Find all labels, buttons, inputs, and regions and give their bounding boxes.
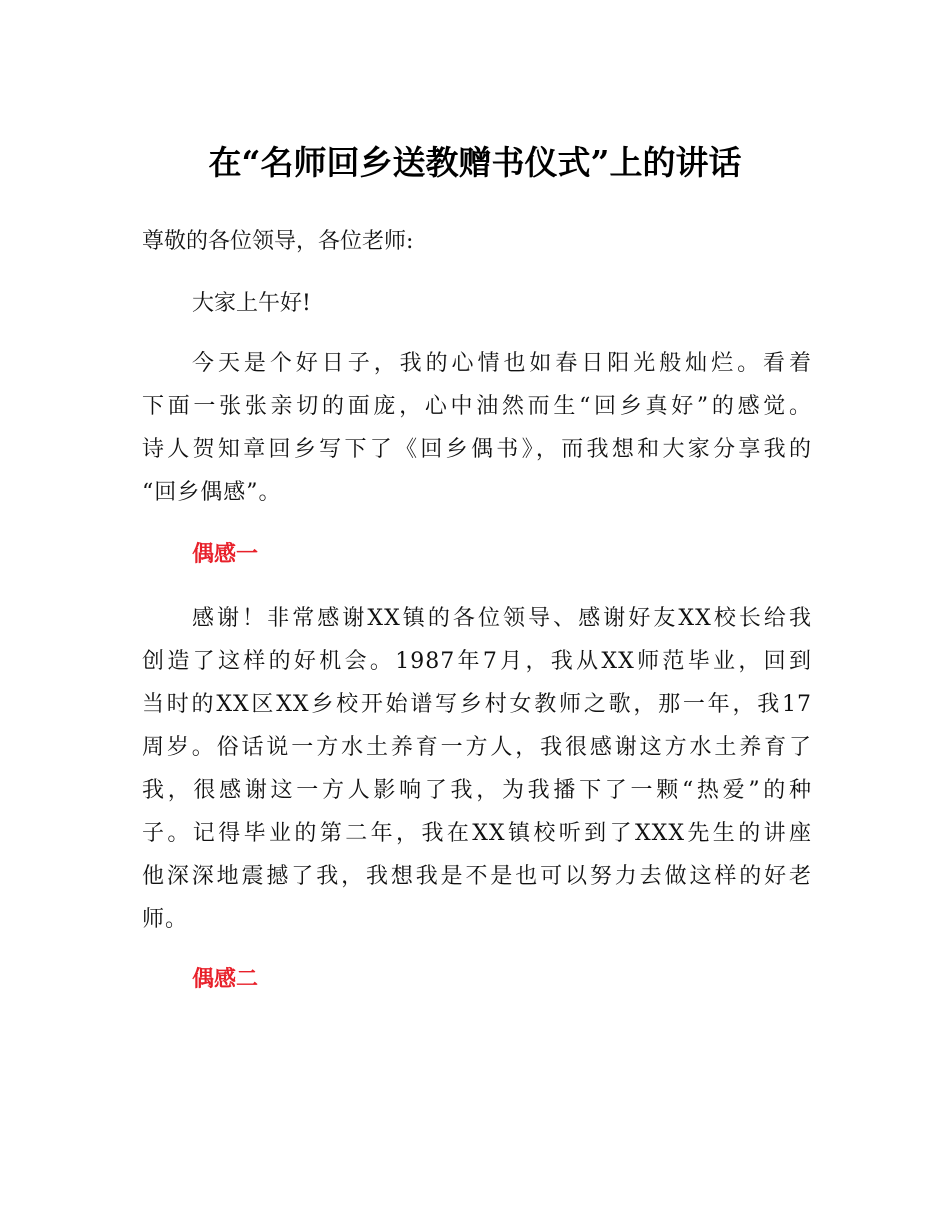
paragraph-line: 下面一张张亲切的面庞，心中油然而生“回乡真好”的感觉。 [142,394,812,419]
greeting: 大家上午好! [192,291,311,316]
paragraph-line: “回乡偶感”。 [142,480,282,505]
paragraph-section-1 [142,597,812,941]
section-heading-1: 偶感一 [192,542,259,567]
paragraph-line: 他深深地震撼了我，我想我是不是也可以努力去做这样的好老 [142,864,812,889]
section-heading-2: 偶感二 [192,967,259,992]
paragraph-line: 今天是个好日子，我的心情也如春日阳光般灿烂。看着 [192,351,812,376]
paragraph-line: 创造了这样的好机会。1987年7月，我从XX师范毕业，回到 [142,649,812,674]
paragraph-line: 感谢！非常感谢XX镇的各位领导、感谢好友XX校长给我 [192,606,812,631]
paragraph-line: 诗人贺知章回乡写下了《回乡偶书》，而我想和大家分享我的 [142,437,812,462]
paragraph-line: 师。 [142,907,189,932]
paragraph-line: 周岁。俗话说一方水土养育一方人，我很感谢这方水土养育了 [142,735,812,760]
document-title: 在“名师回乡送教赠书仪式”上的讲话 [208,143,742,182]
paragraph-line: 我，很感谢这一方人影响了我，为我播下了一颗“热爱”的种 [142,778,812,803]
salutation: 尊敬的各位领导，各位老师: [142,229,414,254]
paragraph-line: 子。记得毕业的第二年，我在XX镇校听到了XXX先生的讲座 [142,821,812,846]
paragraph-intro [142,342,812,514]
paragraph-line: 当时的XX区XX乡校开始谱写乡村女教师之歌，那一年，我17 [142,692,812,717]
